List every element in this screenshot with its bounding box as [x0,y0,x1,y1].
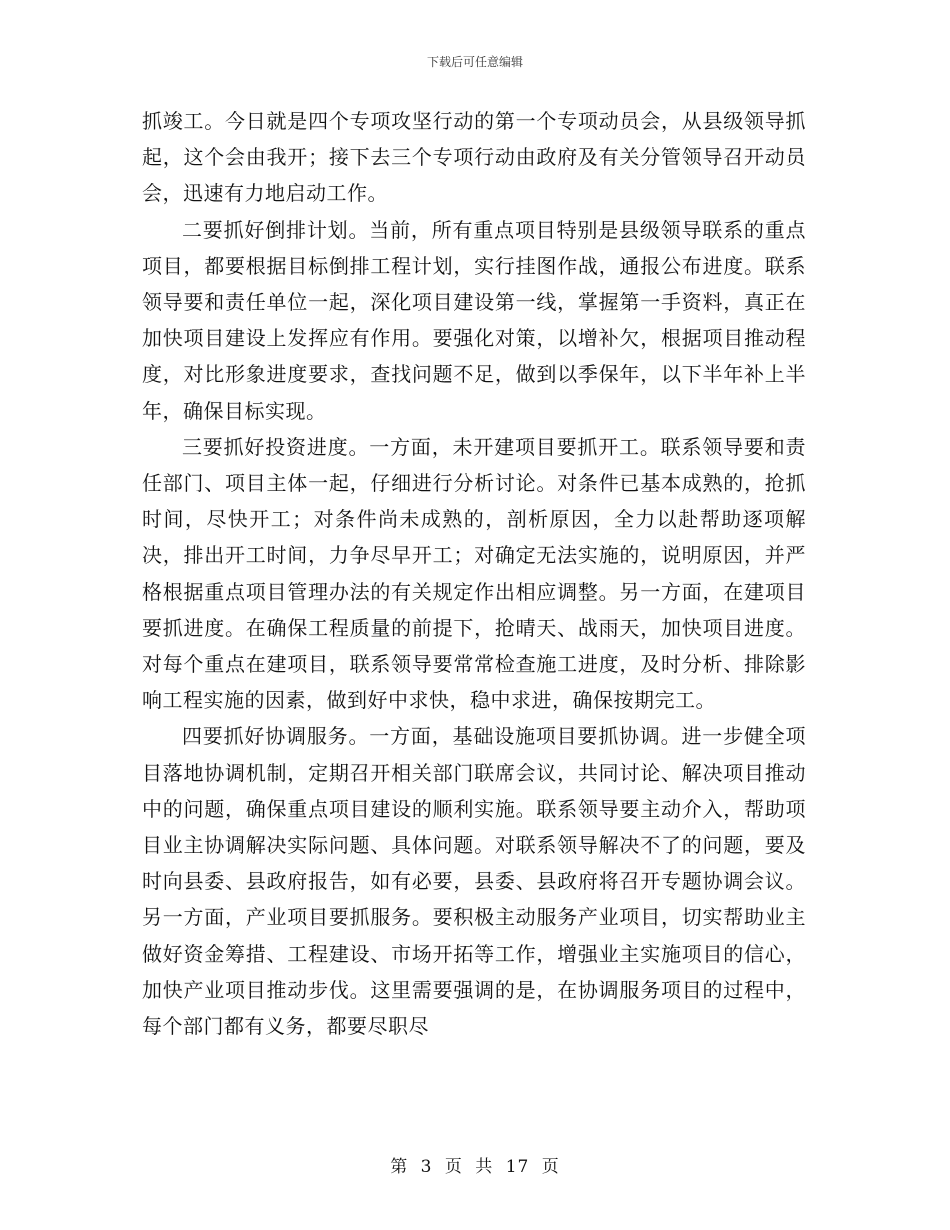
paragraph-continued: 抓竣工。今日就是四个专项攻坚行动的第一个专项动员会，从县级领导抓起，这个会由我开；接下去三个专项行动由政府及有关分管领导召开动员会，迅速有力地启动工作。 [142,109,806,206]
page-number: 第 3 页 共 17 页 [390,1157,560,1177]
page-header: 下载后可任意编辑 [426,55,523,69]
body-text [142,103,806,1044]
paragraph-4: 四要抓好协调服务。一方面，基础设施项目要抓协调。进一步健全项目落地协调机制，定期召开相关部门联席会议，共同讨论、解决项目推动中的问题，确保重点项目建设的顺利实施。联系领导要主动介入，帮助项目业主协调解决实际问题、具体问题。对联系领导解决不了的问题，要及时向县委、县政府报告，如有必要，县委、县政府将召开专题协调会议。另一方面，产业项目要抓服务。要积极主动服务产业项目，切实帮助业主做好资金筹措、工程建设、市场开拓等工作，增强业主实施项目的信心，加快产业项目推动步伐。这里需要强调的是，在协调服务项目的过程中，每个部门都有义务，都要尽职尽 [142,724,806,1039]
paragraph-3: 三要抓好投资进度。一方面，未开建项目要抓开工。联系领导要和责任部门、项目主体一起，仔细进行分析讨论。对条件已基本成熟的，抢抓时间，尽快开工；对条件尚未成熟的，剖析原因，全力以赴帮助逐项解决，排出开工时间，力争尽早开工；对确定无法实施的，说明原因，并严格根据重点项目管理办法的有关规定作出相应调整。另一方面，在建项目要抓进度。在确保工程质量的前提下，抢晴天、战雨天，加快项目进度。对每个重点在建项目，联系领导要常常检查施工进度，及时分析、排除影响工程实施的因素，做到好中求快，稳中求进，确保按期完工。 [142,434,806,713]
paragraph-2: 二要抓好倒排计划。当前，所有重点项目特别是县级领导联系的重点项目，都要根据目标倒排工程计划，实行挂图作战，通报公布进度。联系领导要和责任单位一起，深化项目建设第一线，掌握第一手资料，真正在加快项目建设上发挥应有作用。要强化对策，以增补欠，根据项目推动程度，对比形象进度要求，查找问题不足，做到以季保年，以下半年补上半年，确保目标实现。 [142,217,806,423]
